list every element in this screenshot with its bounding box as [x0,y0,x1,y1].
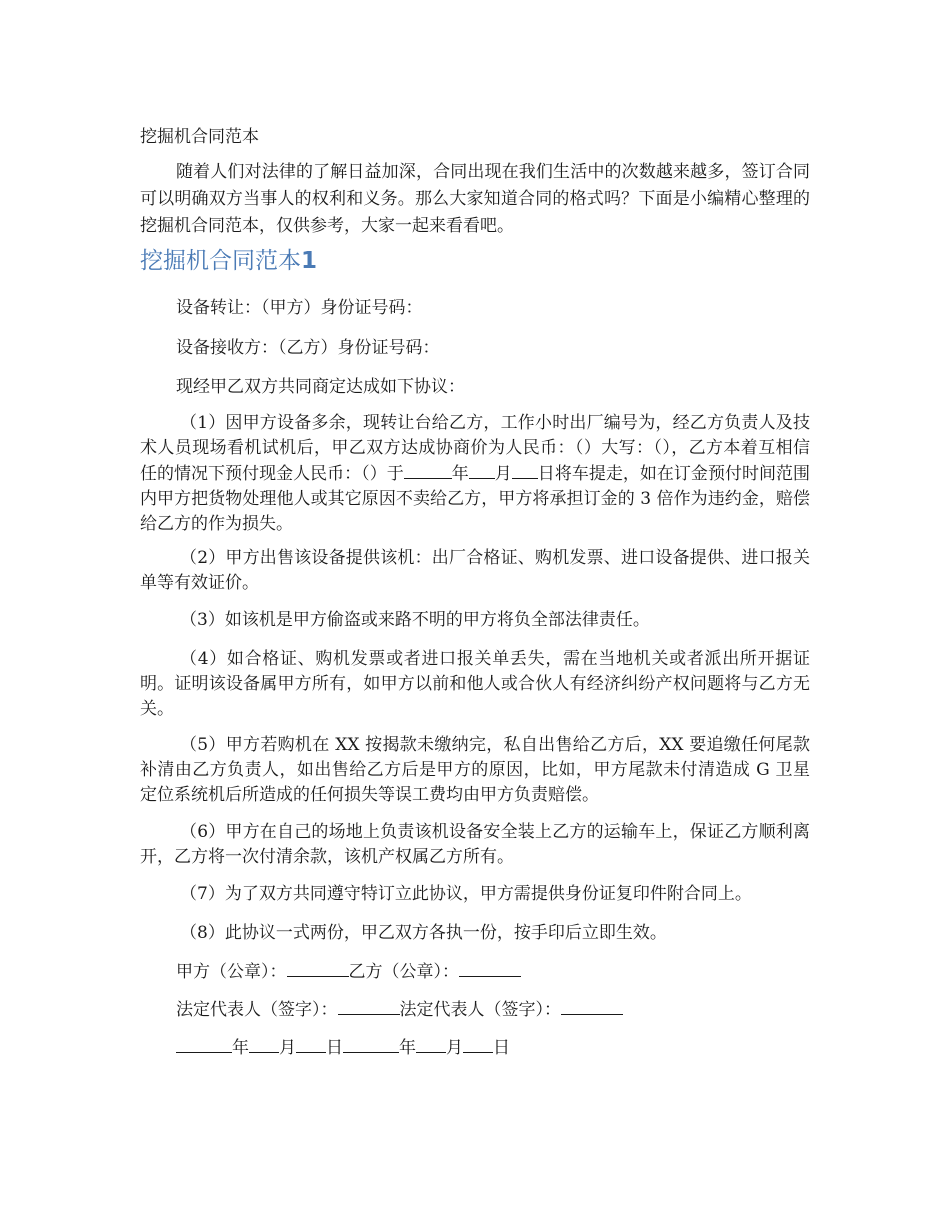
date-a-year: 年 [232,1038,249,1058]
day-a-blank [296,1035,326,1053]
date-b-year: 年 [399,1038,416,1058]
rep-b-label: 法定代表人（签字）： [399,1000,561,1020]
rep-b-blank [561,997,623,1015]
clause-2: （2）甲方出售该设备提供该机：出厂合格证、购机发票、进口设备提供、进口报关单等有效证价。 [140,548,810,593]
date-b-month: 月 [446,1038,463,1058]
document-title: 挖掘机合同范本 [140,127,259,147]
party-b-seal-blank [459,959,521,977]
section-heading-text: 挖掘机合同范本 [140,248,301,274]
clause-1-month: 月 [494,464,512,484]
year-a-blank [176,1035,232,1053]
intro-paragraph: 随着人们对法律的了解日益加深，合同出现在我们生活中的次数越来越多，签订合同可以明确双方当事人的权利和义务。那么大家知道合同的格式吗？下面是小编精心整理的挖掘机合同范本，仅供参考，大家一起来看看吧。 [140,162,810,236]
party-b-seal-label: 乙方（公章）： [348,962,459,982]
rep-a-blank [338,997,400,1015]
clause-8: （8）此协议一式两份，甲乙双方各执一份，按手印后立即生效。 [180,923,667,943]
blank-field [512,461,538,479]
transfer-party-line: 设备转让：（甲方）身份证号码： [176,298,423,318]
clause-1-year: 年 [451,464,469,484]
clause-3: （3）如该机是甲方偷盗或来路不明的甲方将负全部法律责任。 [180,610,650,630]
rep-a-label: 法定代表人（签字）： [176,1000,338,1020]
month-a-blank [249,1035,279,1053]
clause-5: （5）甲方若购机在 XX 按揭款未缴纳完，私自出售给乙方后，XX 要追缴任何尾款补清由乙方负责人，如出售给乙方后是甲方的原因，比如，甲方尾款未付清造成 G 卫星定位系统机后所造成的任何损失等误工费均由甲方负责赔偿。 [140,735,810,805]
agreement-intro-line: 现经甲乙双方共同商定达成如下协议： [176,377,465,397]
blank-field [404,461,452,479]
year-b-blank [343,1035,399,1053]
party-a-seal-label: 甲方（公章）： [176,962,287,982]
date-a-month: 月 [279,1038,296,1058]
party-seal-line [176,959,521,985]
clause-4: （4）如合格证、购机发票或者进口报关单丢失，需在当地机关或者派出所开据证明。证明该设备属甲方所有，如甲方以前和他人或合伙人有经济纠纷产权问题将与乙方无关。 [140,649,810,719]
blank-field [469,461,495,479]
representative-line [176,997,623,1023]
section-heading [140,245,317,277]
clause-6: （6）甲方在自己的场地上负责该机设备安全装上乙方的运输车上，保证乙方顺利离开，乙方将一次付清余款，该机产权属乙方所有。 [140,822,810,867]
clause-1-text-a: （1）因甲方设备多余，现转让台给乙方，工作小时出厂编号为，经乙方负责人及技术人员现场看机试机后，甲乙双方达成协商价为人民币：（）大写：（），乙方本着互相信任的情况下预付现金人民币：（）于 [140,413,810,484]
clause-1 [140,411,810,537]
day-b-blank [463,1035,493,1053]
party-a-seal-blank [287,959,349,977]
section-heading-number: 1 [301,248,318,274]
date-a-day: 日 [326,1038,343,1058]
month-b-blank [416,1035,446,1053]
date-line [176,1035,510,1061]
clause-1-text-b: 日将车提走，如在订金预付时间范围内甲方把货物处理他人或其它原因不卖给乙方，甲方将承担订金的 3 倍作为违约金，赔偿给乙方的作为损失。 [140,464,811,534]
receiving-party-line: 设备接收方：（乙方）身份证号码： [176,338,440,358]
date-b-day: 日 [493,1038,510,1058]
clause-7: （7）为了双方共同遵守特订立此协议，甲方需提供身份证复印件附合同上。 [180,884,752,904]
